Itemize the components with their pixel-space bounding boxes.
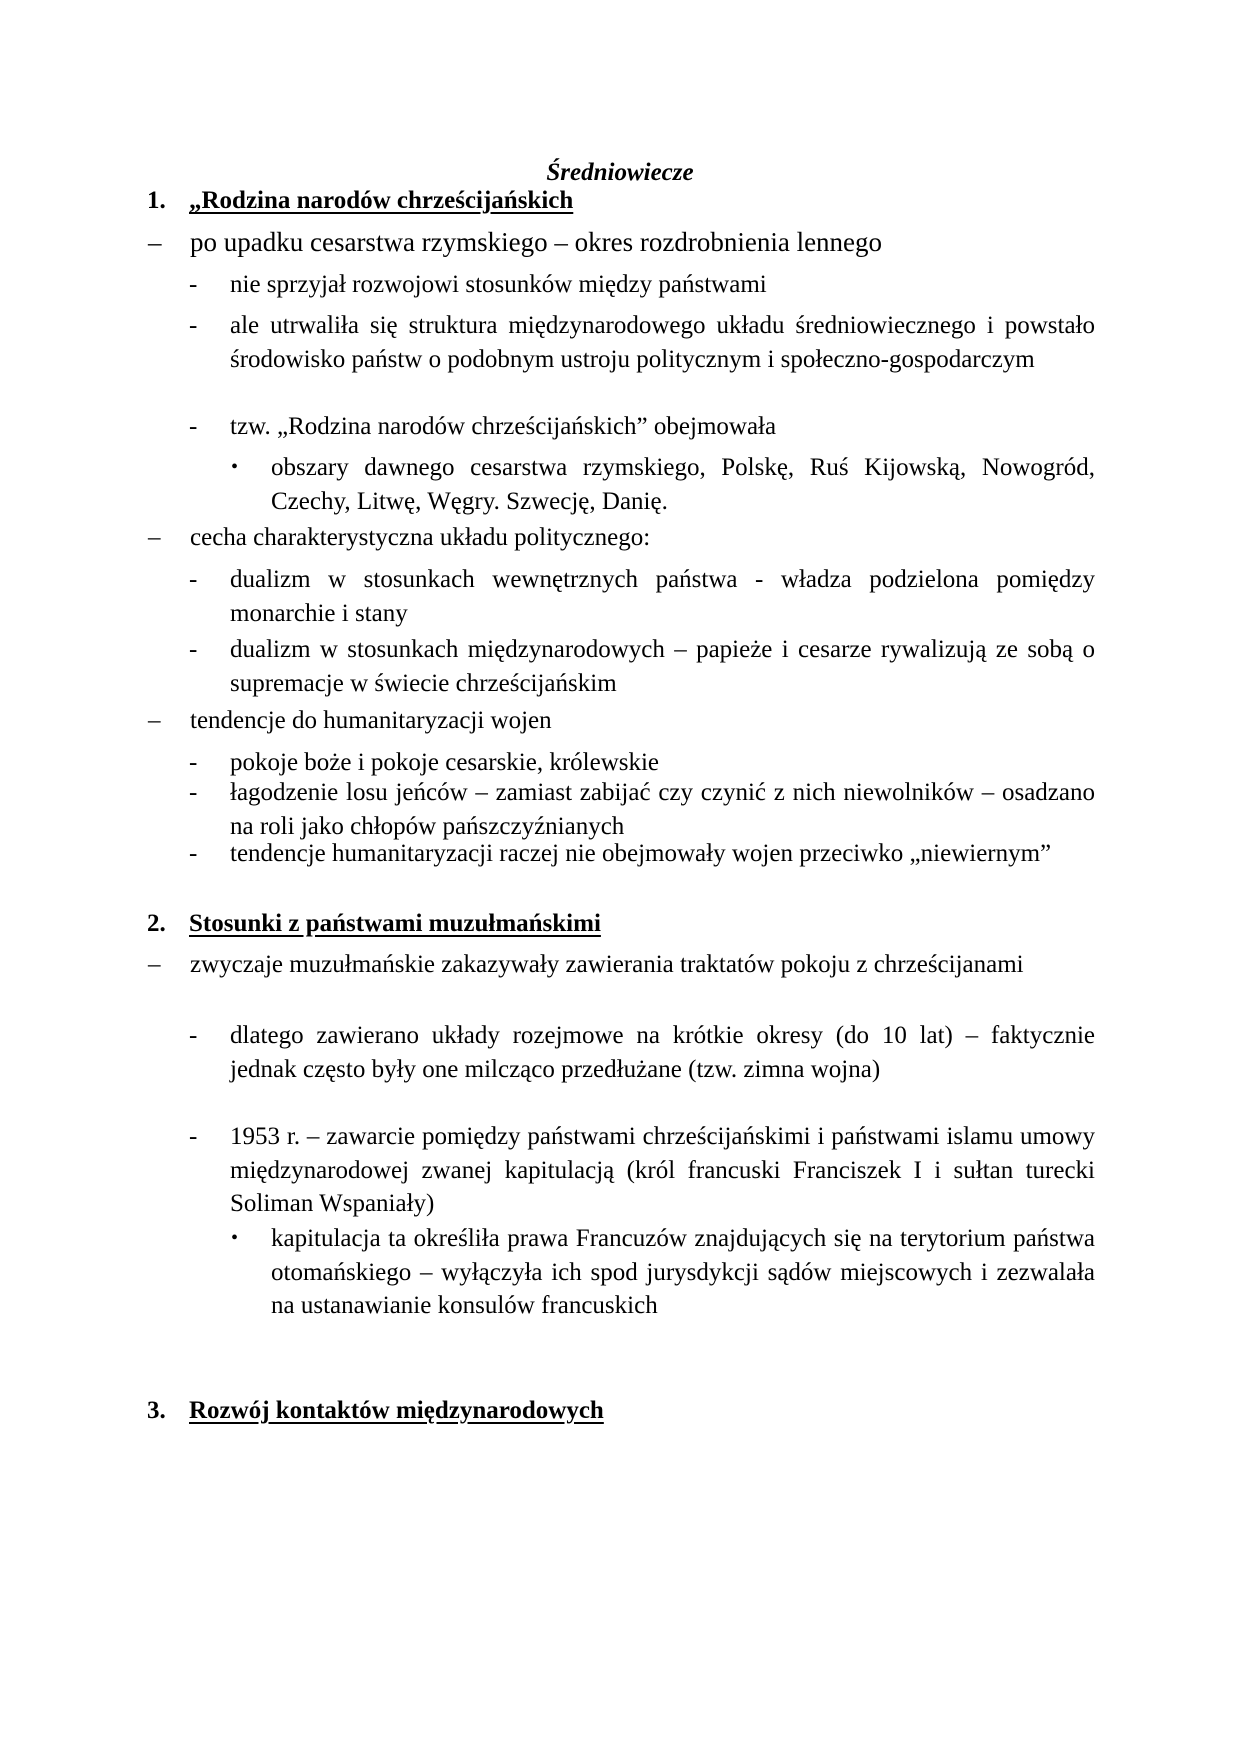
list-item: – po upadku cesarstwa rzymskiego – okres rozdrobnienia lennego bbox=[190, 226, 1095, 260]
list-item: • obszary dawnego cesarstwa rzymskiego, Polskę, Ruś Kijowską, Nowogród, Czechy, Litwę, Węgry. Szwecję, Danię. bbox=[271, 451, 1095, 518]
list-item: - tendencje humanitaryzacji raczej nie obejmowały wojen przeciwko „niewiernym” bbox=[230, 837, 1095, 871]
hyphen-marker: - bbox=[189, 636, 198, 663]
hyphen-marker: - bbox=[189, 271, 198, 298]
hyphen-marker: - bbox=[189, 312, 198, 339]
hyphen-marker: - bbox=[189, 413, 198, 440]
section-heading-3 bbox=[147, 1394, 604, 1428]
hyphen-marker: - bbox=[189, 840, 198, 867]
section-heading-text: Rozwój kontaktów międzynarodowych bbox=[189, 1397, 604, 1424]
section-number: 2. bbox=[147, 910, 166, 937]
list-item: - dualizm w stosunkach wewnętrznych państwa - władza podzielona pomiędzy monarchie i stany bbox=[230, 563, 1095, 630]
document-title: Średniowiecze bbox=[546, 159, 694, 186]
list-item: – cecha charakterystyczna układu politycznego: bbox=[190, 521, 1095, 555]
section-heading-text: „Rodzina narodów chrześcijańskich bbox=[189, 187, 574, 214]
list-item: - łagodzenie losu jeńców – zamiast zabijać czy czynić z nich niewolników – osadzano na roli jako chłopów pańszczyźnianych bbox=[230, 776, 1095, 843]
dash-marker: – bbox=[148, 951, 161, 978]
hyphen-marker: - bbox=[189, 749, 198, 776]
section-number: 1. bbox=[147, 187, 166, 214]
dash-marker: – bbox=[148, 227, 162, 257]
hyphen-marker: - bbox=[189, 566, 198, 593]
bullet-marker: • bbox=[231, 1227, 239, 1249]
list-item: - dualizm w stosunkach międzynarodowych – papieże i cesarze rywalizują ze sobą o supremacje w świecie chrześcijańskim bbox=[230, 633, 1095, 700]
list-item: • kapitulacja ta określiła prawa Francuzów znajdujących się na terytorium państwa otomańskiego – wyłączyła ich spod jurysdykcji sądów miejscowych i zezwalała na ustanawianie konsulów francuskich bbox=[271, 1222, 1095, 1323]
hyphen-marker: - bbox=[189, 779, 198, 806]
list-item: - tzw. „Rodzina narodów chrześcijańskich” obejmowała bbox=[230, 410, 1095, 444]
dash-marker: – bbox=[148, 524, 161, 551]
section-heading-1 bbox=[147, 184, 573, 218]
hyphen-marker: - bbox=[189, 1123, 198, 1150]
section-heading-2 bbox=[147, 907, 601, 941]
list-item: – zwyczaje muzułmańskie zakazywały zawierania traktatów pokoju z chrześcijanami bbox=[190, 948, 1095, 982]
section-heading-text: Stosunki z państwami muzułmańskimi bbox=[189, 910, 601, 937]
list-item: - ale utrwaliła się struktura międzynarodowego układu średniowiecznego i powstało środowisko państw o podobnym ustroju politycznym i społeczno-gospodarczym bbox=[230, 309, 1095, 376]
list-item: – tendencje do humanitaryzacji wojen bbox=[190, 704, 1095, 738]
bullet-marker: • bbox=[231, 456, 239, 478]
list-item: - 1953 r. – zawarcie pomiędzy państwami chrześcijańskimi i państwami islamu umowy międzynarodowej zwanej kapitulacją (król francuski Franciszek I i sułtan turecki Soliman Wspaniały) bbox=[230, 1120, 1095, 1221]
hyphen-marker: - bbox=[189, 1022, 198, 1049]
dash-marker: – bbox=[148, 707, 161, 734]
list-item: - dlatego zawierano układy rozejmowe na krótkie okresy (do 10 lat) – faktycznie jednak często były one milcząco przedłużane (tzw. zimna wojna) bbox=[230, 1019, 1095, 1086]
list-item: - nie sprzyjał rozwojowi stosunków między państwami bbox=[230, 268, 1095, 302]
section-number: 3. bbox=[147, 1397, 166, 1424]
list-item: - pokoje boże i pokoje cesarskie, królewskie bbox=[230, 746, 1095, 780]
